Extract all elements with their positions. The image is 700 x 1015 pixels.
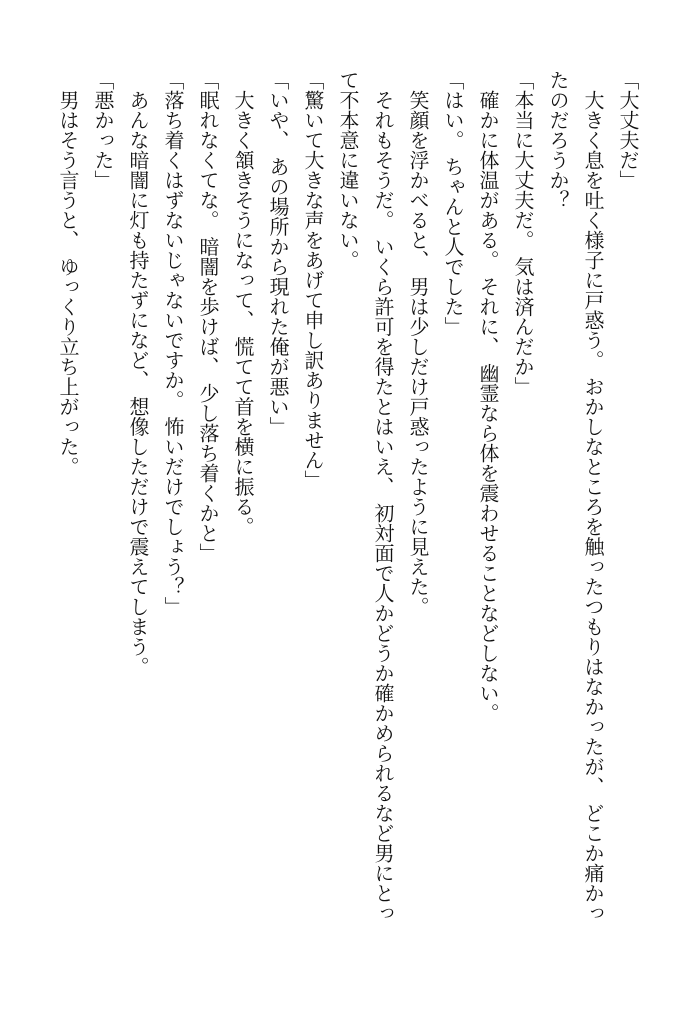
text-line-narration: それもそうだ。 いくら許可を得たとはいえ、 初対面で人かどうか確かめられるなど男にとっ [371, 90, 395, 923]
text-line-narration: 確かに体温がある。 それに、 幽霊なら体を震わせることなどしない。 [476, 90, 500, 723]
text-line-dialogue: 「悪かった」 [91, 70, 115, 190]
text-line-narration: あんな暗闇に灯も持たずになど、 想像しただけで震えてしまう。 [126, 90, 150, 677]
text-line-narration: 男はそう言うと、 ゆっくり立ち上がった。 [56, 90, 80, 477]
text-line-narration: 大きく頷きそうになって、 慌てて首を横に振る。 [231, 90, 255, 537]
text-line-continuation: たのだろうか？ [546, 70, 570, 210]
text-line-narration: 大きく息を吐く様子に戸惑う。 おかしなところを触ったつもりはなかったが、 どこか痛かっ [581, 90, 605, 923]
text-line-dialogue: 「眠れなくてな。 暗闇を歩けば、 少し落ち着くかと」 [196, 70, 220, 563]
text-line-dialogue: 「落ち着くはずないじゃないですか。 怖いだけでしょう？」 [161, 70, 185, 617]
text-line-dialogue: 「本当に大丈夫だ。 気は済んだか」 [511, 70, 535, 397]
text-line-dialogue: 「驚いて大きな声をあげて申し訳ありません」 [301, 70, 325, 490]
text-line-dialogue: 「はい。 ちゃんと人でした」 [441, 70, 465, 337]
text-line-continuation: て不本意に違いない。 [336, 70, 360, 270]
text-line-narration: 笑顔を浮かべると、 男は少しだけ戸惑ったように見えた。 [406, 90, 430, 617]
text-line-dialogue: 「大丈夫だ」 [616, 70, 640, 190]
text-line-dialogue: 「いや、 あの場所から現れた俺が悪い」 [266, 70, 290, 437]
vertical-text-body [50, 70, 645, 950]
